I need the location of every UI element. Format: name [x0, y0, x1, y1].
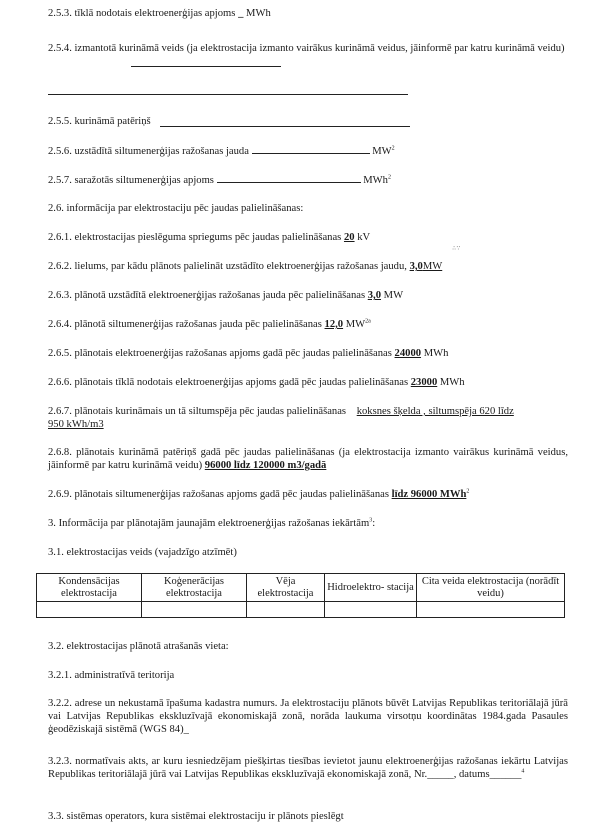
value-2-6-4[interactable]: 12,0 [324, 319, 344, 330]
item-3-2-1: 3.2.1. administratīvā teritorija [48, 670, 175, 681]
heat-produced-line[interactable] [217, 173, 361, 183]
checkbox-cell-cogeneration[interactable] [142, 602, 247, 618]
item-2-6-1: 2.6.1. elektrostacijas pieslēguma spriegums pēc jaudas palielināšanas 20 kV [48, 232, 371, 243]
checkbox-cell-hydro[interactable] [325, 602, 417, 618]
value-2-6-5[interactable]: 24000 [394, 348, 422, 359]
item-2-6-7-cont [48, 418, 104, 431]
header-wind: Vēja elektrostacija [247, 574, 325, 602]
act-number-blank[interactable]: _____ [427, 769, 454, 780]
header-other: Cita veida elektrostacija (norādīt veidu) [417, 574, 565, 602]
header-hydro: Hidroelektro- stacija [325, 574, 417, 602]
item-3-2: 3.2. elektrostacijas plānotā atrašanās vieta: [48, 641, 229, 652]
item-2-5-7: 2.5.7. saražotās siltumenerģijas apjoms MWh$^2$ [48, 174, 391, 186]
header-cogeneration: Koģenerācijas elektrostacija [142, 574, 247, 602]
item-2-6-4: 2.6.4. plānotā siltumenerģijas ražošanas jauda pēc palielināšanas 12,0 $MW^{2a}$ [48, 318, 371, 330]
value-2-6-1[interactable]: 20 [343, 232, 355, 243]
item-3-1: 3.1. elektrostacijas veids (vajadzīgo atzīmēt) [48, 547, 237, 558]
item-2-6-9: 2.6.9. plānotais siltumenerģijas ražošanas apjoms gadā pēc jaudas palielināšanas līdz 96000 MWh$^2$ [48, 488, 470, 500]
item-2-6: 2.6. informācija par elektrostaciju pēc jaudas palielināšanas: [48, 203, 304, 214]
item-2-6-8: 2.6.8. plānotais kurināmā patēriņš gadā pēc jaudas palielināšanas (ja elektrostacija izmanto vairākus kurināmā veidus, jāinformē par katru kurināmā veidu) 96000 līdz 120000 m3/gadā [48, 447, 568, 471]
checkbox-cell-other[interactable] [417, 602, 565, 618]
fuel-consumption-line[interactable] [160, 126, 410, 127]
item-2-5-5: 2.5.5. kurināmā patēriņš [48, 116, 151, 127]
value-2-6-6[interactable]: 23000 [410, 377, 438, 388]
fuel-type-line-1[interactable] [131, 66, 281, 67]
item-3-2-2: 3.2.2. adrese un nekustamā īpašuma kadastra numurs. Ja elektrostaciju plānots būvēt Latvijas Republikas teritoriālajā jūrā vai Latvijas Republikas ekskluzīvajā ekonomiskajā zonā, norāda laukuma virsotņu koordinātas 1984.gada Pasaules ģeodēziskajā sistēmā (WGS 84)_ [48, 698, 568, 735]
value-2-6-9[interactable]: līdz 96000 MWh [391, 489, 467, 500]
item-2-5-4: 2.5.4. izmantotā kurināmā veids (ja elektrostacija izmanto vairākus kurināmā veidus, jāinformē par katru kurināmā veidu) [48, 43, 565, 54]
heat-capacity-line[interactable] [252, 144, 370, 154]
value-2-6-7[interactable]: koksnes šķelda , siltumspēja 620 līdz [356, 406, 514, 417]
item-2-5-6: 2.5.6. uzstādītā siltumenerģijas ražošanas jauda $MW^2$ [48, 145, 395, 157]
value-2-6-8[interactable]: 96000 līdz 120000 m3/gadā [204, 460, 327, 471]
act-date-blank[interactable]: ______ [489, 769, 522, 780]
item-2-6-6: 2.6.6. plānotais tīklā nodotais elektroenerģijas apjoms gadā pēc jaudas palielināšanas 23000 MWh [48, 377, 465, 388]
item-2-6-5: 2.6.5. plānotais elektroenerģijas ražošanas apjoms gadā pēc jaudas palielināšanas 24000 MWh [48, 348, 449, 359]
section-3-heading: 3. Informācija par plānotajām jaunajām elektroenerģijas ražošanas iekārtām$^3$: [48, 517, 376, 529]
fuel-type-line-2[interactable] [48, 94, 408, 95]
checkbox-cell-condensing[interactable] [37, 602, 142, 618]
item-2-6-7: 2.6.7. plānotais kurināmais un tā siltumspēja pēc jaudas palielināšanas koksnes šķelda , siltumspēja 620 līdz [48, 406, 514, 417]
header-condensing: Kondensācijas elektrostacija [37, 574, 142, 602]
item-3-2-3: 3.2.3. normatīvais akts, ar kuru iesniedzējam piešķirtas tiesības ievietot jaunu elektroenerģijas ražošanas iekārtu Latvijas Republikas teritoriālajā jūrā vai Latvijas Republikas ekskluzīvajā ekonomiskajā zonā, Nr._____, datums______$^4$ [48, 756, 568, 780]
value-2-6-2[interactable]: 3,0 [409, 261, 423, 272]
item-2-5-3: 2.5.3. tīklā nodotais elektroenerģijas apjoms _ MWh [48, 8, 271, 19]
station-type-table [36, 573, 565, 618]
item-3-3: 3.3. sistēmas operators, kura sistēmai elektrostaciju ir plānots pieslēgt [48, 811, 344, 822]
handwritten-mark: ∴∵ [452, 244, 461, 252]
blank-2-5-3[interactable]: _ [238, 8, 244, 19]
value-2-6-3[interactable]: 3,0 [367, 290, 381, 301]
checkbox-cell-wind[interactable] [247, 602, 325, 618]
item-2-6-2: 2.6.2. lielums, par kādu plānots palielināt uzstādīto elektroenerģijas ražošanas jaudu, 3,0MW [48, 261, 443, 272]
item-2-6-3: 2.6.3. plānotā uzstādītā elektroenerģijas ražošanas jauda pēc palielināšanas 3,0 MW [48, 290, 404, 301]
value-2-6-7-cont[interactable]: 950 kWh/m3 [48, 419, 104, 430]
